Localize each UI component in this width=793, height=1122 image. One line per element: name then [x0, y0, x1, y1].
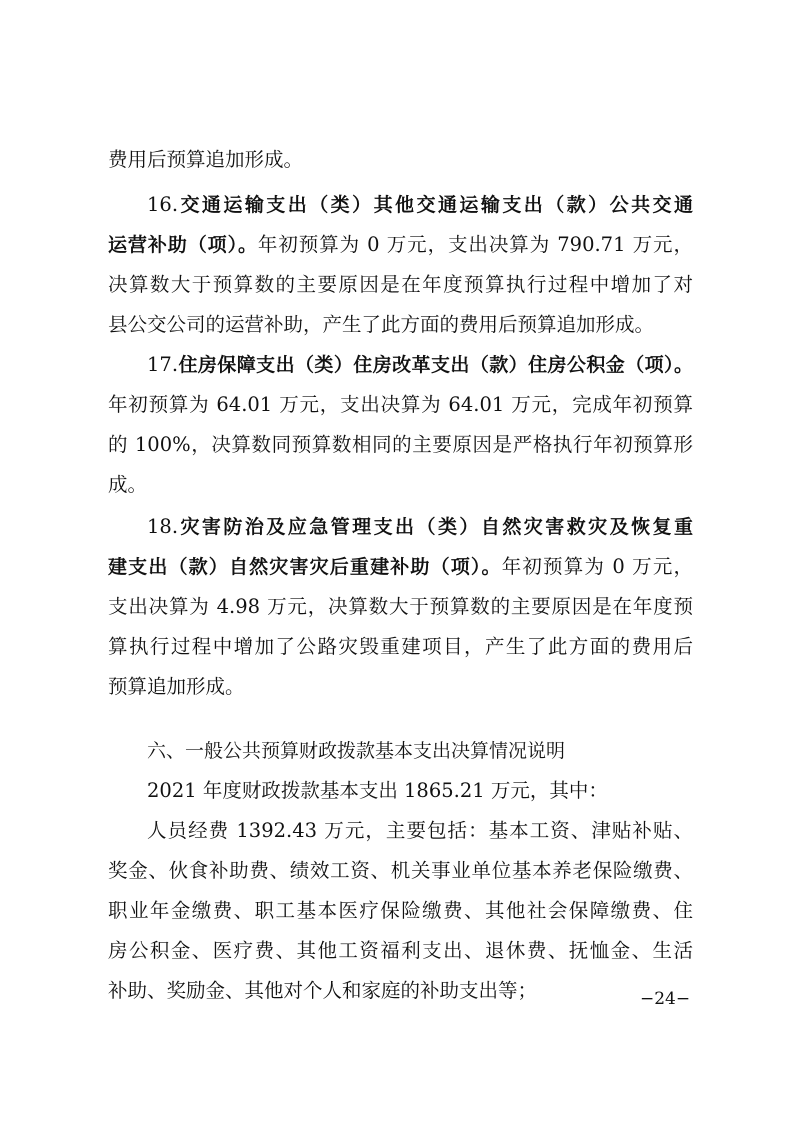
item18-line5: 预算追加形成。: [108, 675, 245, 698]
section6-basic-expenditure: 2021 年度财政拨款基本支出 1865.21 万元，其中：: [147, 779, 608, 802]
item17-line3: 的 100%，决算数同预算数相同的主要原因是严格执行年初预算形: [108, 433, 693, 456]
item16-title-part1: 交通运输支出（类）其他交通运输支出（款）公共交通: [178, 194, 693, 216]
item16-line1: [108, 187, 693, 223]
personnel-line5: 补助、奖励金、其他对个人和家庭的补助支出等；: [108, 979, 538, 1002]
item17-title: 住房保障支出（类）住房改革支出（款）住房公积金（项）。: [178, 354, 693, 376]
page-number: −24−: [640, 989, 691, 1009]
item17-line2: 年初预算为 64.01 万元，支出决算为 64.01 万元，完成年初预算: [108, 393, 693, 416]
item16-title-part2: 运营补助（项）。: [108, 234, 258, 256]
item17-line1: [108, 347, 693, 383]
section6-heading: 六、一般公共预算财政拨款基本支出决算情况说明: [147, 740, 566, 762]
item17-number: 17.: [147, 353, 179, 376]
item18-line3: 支出决算为 4.98 万元，决算数大于预算数的主要原因是在年度预: [108, 595, 693, 618]
personnel-line4: 房公积金、医疗费、其他工资福利支出、退休费、抚恤金、生活: [108, 939, 693, 962]
item18-title-part2: 建支出（款）自然灾害灾后重建补助（项）。: [108, 556, 502, 578]
item17-line4: 成。: [108, 473, 148, 496]
item18-line4: 算执行过程中增加了公路灾毁重建项目，产生了此方面的费用后: [108, 635, 693, 658]
item18-number: 18.: [147, 515, 179, 538]
item18-line2-text: 年初预算为 0 万元，: [501, 555, 693, 578]
item18-line1: [108, 509, 693, 545]
item16-line2: [108, 227, 693, 263]
carryover-line: 费用后预算追加形成。: [108, 148, 304, 171]
item18-title-part1: 灾害防治及应急管理支出（类）自然灾害救灾及恢复重: [178, 516, 693, 538]
item16-line4: 县公交公司的运营补助，产生了此方面的费用后预算追加形成。: [108, 313, 655, 336]
personnel-line1: 人员经费 1392.43 万元，主要包括：基本工资、津贴补贴、: [147, 819, 693, 842]
personnel-line2: 奖金、伙食补助费、绩效工资、机关事业单位基本养老保险缴费、: [108, 859, 693, 882]
item16-line2-text: 年初预算为 0 万元，支出决算为 790.71 万元，: [257, 233, 693, 256]
item16-line3: 决算数大于预算数的主要原因是在年度预算执行过程中增加了对: [108, 273, 693, 296]
personnel-line3: 职业年金缴费、职工基本医疗保险缴费、其他社会保障缴费、住: [108, 899, 693, 922]
item18-line2: [108, 549, 693, 585]
item16-number: 16.: [147, 193, 179, 216]
